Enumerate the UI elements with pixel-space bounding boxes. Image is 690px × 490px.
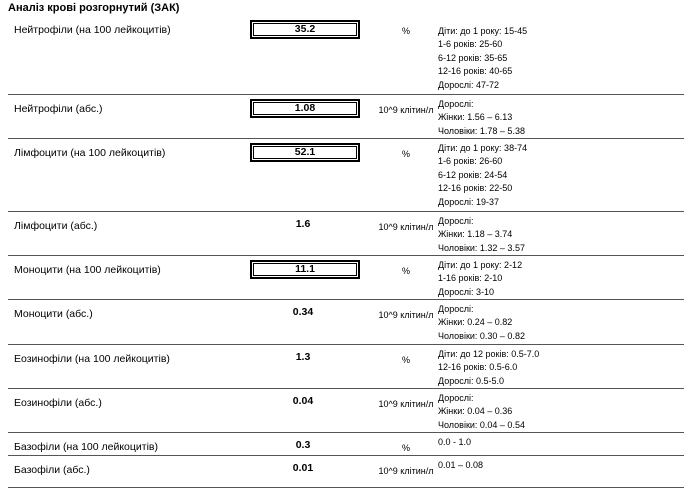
test-name: Еозинофіли (на 100 лейкоцитів): [14, 353, 170, 365]
reference-line: Дорослі: 0.5-5.0: [438, 375, 504, 386]
reference-line: Дорослі:: [438, 393, 474, 403]
reference-line: Чоловіки: 0.30 – 0.82: [438, 330, 525, 341]
reference-line: 1-6 років: 25-60: [438, 39, 503, 50]
test-value: 0.34: [292, 306, 314, 318]
test-name: Лімфоцити (абс.): [14, 220, 98, 232]
test-unit: 10^9 клітин/л: [378, 310, 434, 320]
result-row-neutrophils-abs: [8, 95, 684, 139]
test-value: 1.6: [295, 218, 311, 230]
test-value-flagged: 11.1: [250, 260, 360, 279]
test-unit: %: [401, 355, 410, 365]
test-unit: %: [401, 443, 410, 453]
reference-ranges: [438, 98, 688, 138]
reference-line: Дорослі: 47-72: [438, 79, 499, 90]
test-name: Моноцити (на 100 лейкоцитів): [14, 264, 161, 276]
reference-line: Жінки: 1.56 – 6.13: [438, 112, 513, 123]
reference-line: Чоловіки: 1.32 – 3.57: [438, 242, 525, 253]
test-unit: 10^9 клітин/л: [378, 222, 434, 232]
test-name: Лімфоцити (на 100 лейкоцитів): [14, 147, 166, 159]
test-name: Моноцити (абс.): [14, 308, 93, 320]
test-value: 0.3: [295, 439, 311, 451]
reference-ranges: [438, 348, 688, 388]
reference-line: Жінки: 1.18 – 3.74: [438, 229, 513, 240]
test-unit: %: [401, 26, 410, 36]
reference-line: Діти: до 1 року: 2-12: [438, 260, 523, 270]
reference-line: Чоловіки: 0.04 – 0.54: [438, 419, 525, 430]
result-row-eosinophils-pct: [8, 345, 684, 389]
result-row-basophils-pct: [8, 433, 684, 456]
reference-line: 12-16 років: 22-50: [438, 183, 513, 194]
reference-ranges: [438, 215, 688, 255]
reference-ranges: [438, 142, 688, 209]
reference-line: Діти: до 12 років: 0.5-7.0: [438, 349, 540, 359]
test-name: Нейтрофіли (на 100 лейкоцитів): [14, 24, 171, 36]
test-value-flagged: 35.2: [250, 20, 360, 39]
reference-line: Діти: до 1 року: 38-74: [438, 143, 528, 153]
reference-ranges: [438, 259, 688, 299]
reference-ranges: [438, 459, 688, 472]
reference-line: Дорослі:: [438, 216, 474, 226]
test-value: 1.3: [295, 351, 311, 363]
reference-line: Жінки: 0.04 – 0.36: [438, 406, 513, 417]
result-row-basophils-abs: [8, 456, 684, 487]
result-row-lymphocytes-pct: [8, 139, 684, 212]
test-unit: 10^9 клітин/л: [378, 105, 434, 115]
reference-line: Чоловіки: 1.78 – 5.38: [438, 125, 525, 136]
test-value-flagged: 52.1: [250, 143, 360, 162]
reference-line: 12-16 років: 40-65: [438, 66, 513, 77]
reference-line: Дорослі: 19-37: [438, 196, 499, 207]
test-unit: 10^9 клітин/л: [378, 399, 434, 409]
table-bottom-divider: [8, 487, 684, 488]
reference-line: 1-16 років: 2-10: [438, 273, 503, 284]
result-row-eosinophils-abs: [8, 389, 684, 433]
reference-line: Діти: до 1 року: 15-45: [438, 26, 528, 36]
test-unit: 10^9 клітин/л: [378, 466, 434, 476]
reference-line: 0.01 – 0.08: [438, 460, 484, 470]
result-row-lymphocytes-abs: [8, 212, 684, 256]
test-name: Базофіли (на 100 лейкоцитів): [14, 441, 158, 453]
test-value-flagged: 1.08: [250, 99, 360, 118]
reference-ranges: [438, 303, 688, 343]
reference-ranges: [438, 392, 688, 432]
test-unit: %: [401, 149, 410, 159]
test-unit: %: [401, 266, 410, 276]
report-title: Аналіз крові розгорнутий (ЗАК): [8, 2, 180, 14]
reference-line: 0.0 - 1.0: [438, 437, 472, 447]
reference-line: 1-6 років: 26-60: [438, 156, 503, 167]
reference-ranges: [438, 436, 688, 449]
test-value: 0.01: [292, 462, 314, 474]
reference-line: Дорослі:: [438, 99, 474, 109]
reference-ranges: [438, 25, 688, 92]
reference-line: 6-12 років: 24-54: [438, 169, 508, 180]
reference-line: Жінки: 0.24 – 0.82: [438, 317, 513, 328]
result-row-neutrophils-pct: [8, 16, 684, 95]
result-row-monocytes-pct: [8, 256, 684, 300]
test-name: Нейтрофіли (абс.): [14, 103, 103, 115]
test-name: Базофіли (абс.): [14, 464, 90, 476]
result-row-monocytes-abs: [8, 300, 684, 345]
reference-line: 6-12 років: 35-65: [438, 52, 508, 63]
reference-line: 12-16 років: 0.5-6.0: [438, 362, 518, 373]
reference-line: Дорослі: 3-10: [438, 286, 494, 297]
reference-line: Дорослі:: [438, 304, 474, 314]
test-value: 0.04: [292, 395, 314, 407]
test-name: Еозинофіли (абс.): [14, 397, 102, 409]
